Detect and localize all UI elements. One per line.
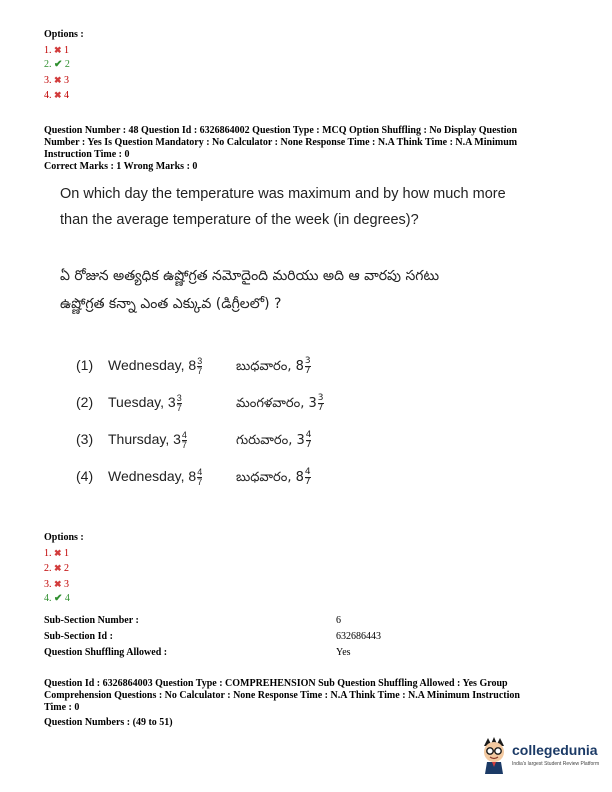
options-block-bottom (44, 531, 84, 607)
options-block-top (44, 28, 84, 104)
option-1 (44, 43, 84, 59)
choice-text-te: మంగళవారం, 3 $\frac{3}{7}$ (236, 393, 324, 413)
check-icon: ✔ (54, 593, 63, 604)
choice-number: (4) (76, 468, 94, 484)
choice-text-en: Wednesday, 8 $\frac{3}{7}$ (108, 356, 203, 376)
option-number: 3. (44, 578, 52, 590)
meta-line-2: Number : Yes Is Question Mandatory : No Calculator : None Response Time : N.A Think Time : N.A Minimum (44, 137, 518, 148)
comprehension-line-3: Time : 0 (44, 702, 80, 713)
option-number: 4. (44, 593, 52, 604)
option-1 (44, 546, 84, 562)
subsection-number-label: Sub-Section Number : (44, 615, 139, 626)
comprehension-line-1: Question Id : 6326864003 Question Type : COMPREHENSION Sub Question Shuffling Allowed : Yes Group (44, 678, 508, 689)
cross-icon: ✖ (54, 74, 62, 85)
fraction: $\frac{3}{7}$ (197, 356, 203, 376)
question-text-en-1: On which day the temperature was maximum and by how much more (60, 186, 506, 202)
option-number: 3. (44, 74, 52, 86)
option-value: 4 (64, 593, 70, 604)
fraction: $\frac{4}{7}$ (305, 430, 312, 450)
fraction: $\frac{3}{7}$ (304, 356, 311, 376)
shuffle-label: Question Shuffling Allowed : (44, 647, 168, 658)
cross-icon: ✖ (54, 563, 62, 573)
fraction: $\frac{4}{7}$ (181, 430, 187, 450)
choice-text-te: గురువారం, 3 $\frac{4}{7}$ (236, 430, 312, 450)
option-2 (44, 58, 84, 73)
meta-line-1: Question Number : 48 Question Id : 6326864002 Question Type : MCQ Option Shuffling : No Display Question (44, 125, 518, 136)
fraction: $\frac{4}{7}$ (197, 467, 203, 487)
fraction: $\frac{3}{7}$ (176, 393, 182, 413)
option-number: 2. (44, 563, 52, 574)
choice-number: (1) (76, 357, 94, 373)
option-4 (44, 592, 84, 607)
option-4 (44, 88, 84, 104)
cross-icon: ✖ (54, 90, 62, 100)
subsection-id-value: 632686443 (336, 631, 381, 642)
comprehension-line-2: Comprehension Questions : No Calculator : None Response Time : N.A Think Time : N.A Minimum Instruction (44, 690, 520, 701)
logo-brand: collegedunia (512, 742, 598, 758)
subsection-id-label: Sub-Section Id : (44, 631, 113, 642)
option-value: 3 (64, 578, 70, 590)
choice-text-te: బుధవారం, 8 $\frac{3}{7}$ (236, 356, 311, 376)
option-number: 1. (44, 44, 52, 56)
option-value: 4 (64, 90, 70, 101)
question-text-te-2: ఉష్ణోగ్రత కన్నా ఎంత ఎక్కువ (డిగ్రీలలో) ? (60, 296, 282, 312)
option-value: 2 (64, 563, 70, 574)
choice-number: (2) (76, 394, 94, 410)
option-3 (44, 577, 84, 593)
option-value: 1 (64, 547, 70, 559)
option-value: 1 (64, 44, 70, 56)
logo-tagline: India's largest Student Review Platform (512, 761, 600, 767)
choice-text-en: Thursday, 3 $\frac{4}{7}$ (108, 430, 187, 450)
options-title: Options : (44, 29, 84, 40)
check-icon: ✔ (54, 59, 63, 70)
marks-line: Correct Marks : 1 Wrong Marks : 0 (44, 161, 198, 172)
comprehension-meta (44, 678, 574, 714)
choice-text-te: బుధవారం, 8 $\frac{4}{7}$ (236, 467, 311, 487)
options-title: Options : (44, 532, 84, 543)
choice-text-en: Tuesday, 3 $\frac{3}{7}$ (108, 393, 182, 413)
option-3 (44, 73, 84, 89)
option-value: 3 (64, 74, 70, 86)
shuffle-value: Yes (336, 647, 351, 658)
collegedunia-logo (478, 734, 603, 779)
option-number: 1. (44, 547, 52, 559)
cross-icon: ✖ (54, 578, 62, 589)
subsection-number-value: 6 (336, 615, 341, 626)
option-2 (44, 561, 84, 577)
option-number: 4. (44, 90, 52, 101)
option-value: 2 (64, 59, 70, 70)
question-text-te-1: ఏ రోజున అత్యధిక ఉష్ణోగ్రత నమోదైంది మరియు అది ఆ వారపు సగటు (60, 268, 440, 284)
fraction: $\frac{4}{7}$ (304, 467, 311, 487)
cross-icon: ✖ (54, 547, 62, 558)
question-text-en-2: than the average temperature of the week (in degrees)? (60, 212, 419, 228)
fraction: $\frac{3}{7}$ (317, 393, 324, 413)
question-meta (44, 125, 574, 173)
question-numbers: Question Numbers : (49 to 51) (44, 717, 173, 728)
choice-number: (3) (76, 431, 94, 447)
option-number: 2. (44, 59, 52, 70)
meta-line-3: Instruction Time : 0 (44, 149, 130, 160)
mascot-icon (478, 734, 510, 776)
cross-icon: ✖ (54, 44, 62, 55)
choice-text-en: Wednesday, 8 $\frac{4}{7}$ (108, 467, 203, 487)
